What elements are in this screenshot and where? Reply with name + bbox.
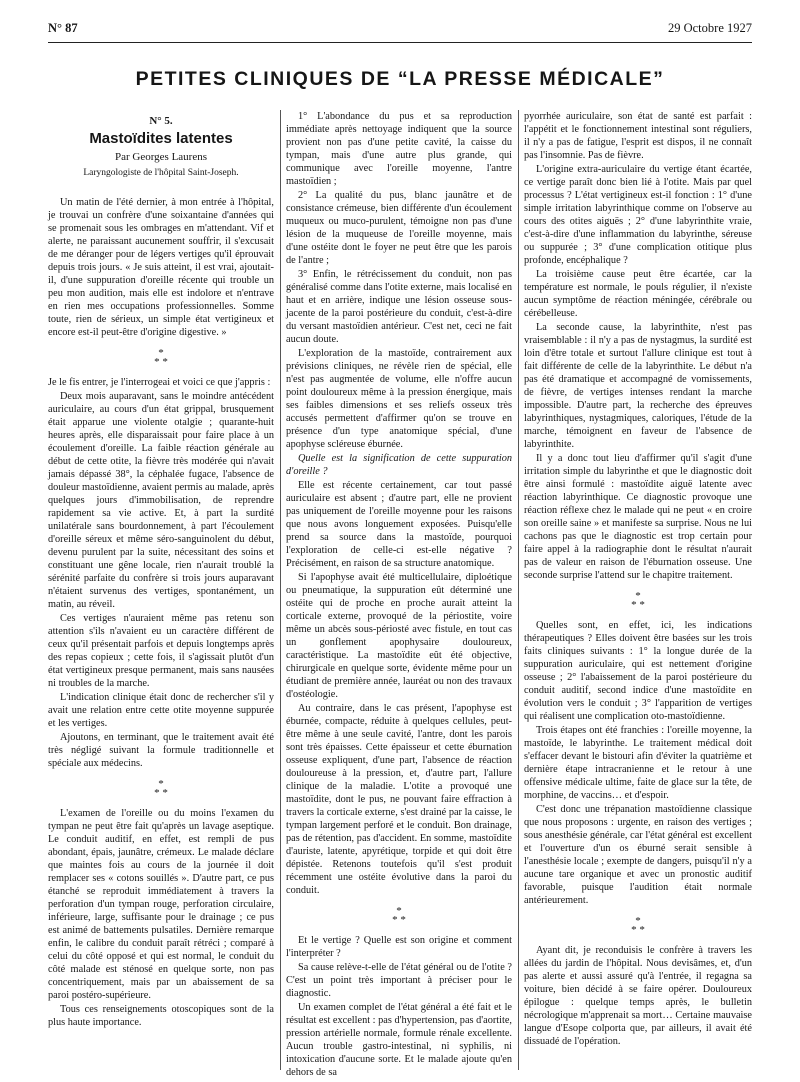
column-3 [524, 110, 752, 1049]
section-separator: * * * [631, 915, 645, 936]
paragraph: Ayant dit, je reconduisis le confrère à travers les allées du jardin de l'hôpital. Nous devisâmes, et, d'un pas alerte et aussi assuré qu'à l'entrée, il regagna sa voiture, bien décidé à se faire opérer. Douloureux épilogue : quelque temps après, le bulletin nécrologique m'apprenait sa mort… Certaine mauvaise langue d'Esope colporta que, par ailleurs, il avait été dissuadé de l'opération. [524, 945, 752, 1047]
article-number: N° 5. [149, 115, 173, 127]
column-2 [286, 110, 512, 1080]
paragraph: Quelles sont, en effet, ici, les indications thérapeutiques ? Elles doivent être basées sur les trois faits cliniques suivants : 1° la longue durée de la suppuration auriculaire, qui est nettement d'origine osseuse ; 2° l'abaissement de la paroi postérieure du conduit auditif, second indice d'une mastoïdite en évolution vers le conduit ; 3° l'apparition de vertiges qui réalisent une complication oto-mastoïdienne. [524, 620, 752, 722]
paragraph: Quelle est la signification de cette suppuration d'oreille ? [286, 453, 512, 477]
paragraph: Elle est récente certainement, car tout passé auriculaire est absent ; d'autre part, elle ne provient pas uniquement de l'oreille moyenne pour les raisons que nous avons longuement exposées. Puisqu'elle prend sa source dans la mastoïde, pourquoi l'exploration de celle-ci est-elle négative ? Précisément, en raison de sa structure anatomique. [286, 480, 512, 569]
paragraph: Ajoutons, en terminant, que le traitement avait été très négligé suivant la formule traditionnelle et spéciale aux médecins. [48, 732, 274, 769]
paragraph: Sa cause relève-t-elle de l'état général ou de l'otite ? C'est un point très important à préciser pour le diagnostic. [286, 962, 512, 999]
section-separator: * * * [631, 590, 645, 611]
paragraph: C'est donc une trépanation mastoïdienne classique que nous proposons : urgente, en raison des vertiges ; sous anesthésie générale, car l'état général est excellent et l'ouverture d'un os éburné serait sensible à l'anesthésie locale ; exempte de dangers, puisqu'il n'y a aucune tare organique et avec un pronostic auditif favorable, puisque l'audition était normale antérieurement. [524, 804, 752, 906]
column-divider [518, 110, 519, 1070]
paragraph: La seconde cause, la labyrinthite, n'est pas vraisemblable : il n'y a pas de nystagmus, la surdité est loin d'être totale et surtout l'allure clinique est tout à fait différente de celle de la labyrinthite. Le début n'a pas été dramatique et accompagné de vomissements, de fièvre, de vertiges intenses rendant la marche impossible. D'autre part, la recherche des épreuves labyrinthiques, nystagmiques, caloriques, l'étude de la marche, témoignent en faveur de l'absence de labyrinthite. [524, 322, 752, 450]
paragraph: Ces vertiges n'auraient même pas retenu son attention s'ils n'avaient eu un caractère différent de ceux qu'il présentait parfois et depuis longtemps après des repas copieux ; cette fois, il s'agissait plutôt d'un état vertigineux presque permanent, mais sans nausées ni troubles de la marche. [48, 613, 274, 689]
page-header [48, 17, 752, 39]
section-separator: * * * [154, 347, 168, 368]
issue-number: N° 87 [48, 21, 78, 35]
paragraph: L'examen de l'oreille ou du moins l'examen du tympan ne peut être fait qu'après un lavage aseptique. Le conduit auditif, en effet, est rempli de pus abondant, épais, jaunâtre, crémeux. Le malade déclare que maintes fois au cours de la journée il doit remplacer ses « cotons souillés ». D'autre part, ce pus étanché se reproduit immédiatement à travers la perforation d'un tympan rouge, perforation circulaire, inférieure, large, suffisante pour le drainage ; ce pus est animé de battements pulsatiles. Dernière remarque enfin, le calibre du conduit paraît rétréci ; comparé à celui du côté opposé et qui est normal, le conduit du côté malade est sténosé en quelque sorte, non pas concentriquement, mais par un abaissement de sa paroi postéro-supérieure. [48, 808, 274, 1001]
paragraph: Un matin de l'été dernier, à mon entrée à l'hôpital, je trouvai un confrère d'une soixantaine d'années qui se promenait sous les ombrages en m'attendant. Vif et alerte, ne paraissant aucunement souffrir, il s'excusait de me déranger pour de légers vertiges qu'il éprouvait depuis trois jours. « Je suis atteint, il est vrai, ajoutait-il, d'une suppuration d'oreille récente qui trouble un peu mon audition, mais elle est indolore et n'entrave en rien mes occupations professionnelles. Somme toute, rien de sérieux, un simple état vertigineux et encore est-il peut-être d'origine digestive. » [48, 197, 274, 338]
paragraph: 3° Enfin, le rétrécissement du conduit, non pas généralisé comme dans l'otite externe, mais localisé en haut et en arrière, indique une lésion osseuse sous-jacente de la paroi postérieure du conduit, c'est-à-dire du versant mastoïdien antérieur. C'est net, ceci ne fait aucun doute. [286, 269, 512, 345]
paragraph: Au contraire, dans le cas présent, l'apophyse est éburnée, compacte, réduite à quelques cellules, peut-être même à une seule cavité, l'antre, dont les parois sont très épaisses. Cette épaisseur et cette éburnation osseuse expliquent, d'une part, l'absence de réaction douloureuse à la pression, et, d'autre part, l'allure clinique de la maladie. L'otite a provoqué une mastoïdite, dont le pus, ne pouvant faire effraction à travers la corticale externe, s'est drainé par la caisse, le tympan largement perforé et le conduit. Bon drainage, pas de rétention, pas d'accident. En somme, mastoïdite d'auriste, latente, apyrétique, torpide et qui doit être dépistée. Retenons toutefois qu'il s'est produit récemment une ostéite évolutive dans la paroi du conduit. [286, 703, 512, 896]
header-rule [48, 42, 752, 43]
article-author: Par Georges Laurens [114, 151, 208, 163]
paragraph: Et le vertige ? Quelle est son origine et comment l'interpréter ? [286, 935, 512, 959]
paragraph: La troisième cause peut être écartée, car la température est normale, le pouls régulier, il n'existe aucun symptôme de réaction méningée, cérébrale ou cérébelleuse. [524, 269, 752, 319]
issue-date: 29 Octobre 1927 [667, 21, 752, 35]
paragraph: Trois étapes ont été franchies : l'oreille moyenne, la mastoïde, le labyrinthe. Le traitement médical doit s'effacer devant le bistouri afin d'éviter la quatrième et dernière étape intracranienne et le retour à une offensive médicale ultime, faite de glace sur la tête, de morphine, de vaccins… et d'espoir. [524, 725, 752, 801]
page-title: PETITES CLINIQUES DE “LA PRESSE MÉDICALE” [135, 68, 665, 90]
paragraph: Un examen complet de l'état général a été fait et le résultat est excellent : pas d'hypertension, pas d'aortite, pression artérielle normale, formule rénale excellente. Aucun trouble gastro-intestinal, ni syphilis, ni intoxication d'aucune sorte. Et le malade ajoute qu'en dehors de sa [286, 1002, 512, 1078]
paragraph: Il y a donc tout lieu d'affirmer qu'il s'agit d'une irritation simple du labyrinthe et que le diagnostic doit être ainsi formulé : mastoïdite aiguë latente avec réaction labyrinthique. Ce diagnostic provoque une réaction réflexe chez le malade qui ne peut « en croire son oreille saine » et manifeste sa surprise. Nous ne lui cachons pas que le diagnostic est trop certain pour faire appel à la radiographie dont le résultat n'aurait pas de valeur en raison de l'éburnation osseuse. Une seconde surprise l'attend sur le chapitre traitement. [524, 453, 752, 581]
paragraph: Je le fis entrer, je l'interrogeai et voici ce que j'appris : [48, 377, 271, 388]
paragraph: Tous ces renseignements otoscopiques sont de la plus haute importance. [48, 1004, 274, 1028]
article-heading: Mastoïdites latentes [89, 130, 233, 147]
paragraph: Deux mois auparavant, sans le moindre antécédent auriculaire, au cours d'un état grippal, brusquement était apparue une violente otalgie ; quarante-huit heures après, elle disparaissait pour faire place à un écoulement d'oreille. La faible réaction générale au début de cette otite, la fièvre très modérée qui n'avait jamais dépassé 38°, la céphalée fugace, l'absence de douleur mastoïdienne, avaient permis au malade, après quelques jours d'immobilisation, de reprendre rapidement sa vie active. Et, à part la surdité unilatérale sans bourdonnement, à part l'écoulement d'oreille séreux et même séro-sanguinolent du début, devenu purulent par la suite, nécessitant des soins et constituant une gêne locale, rien n'aurait troublé la sérénité parfaite du confrère si trois jours auparavant n'étaient survenus des vertiges, spontanément, un matin, au réveil. [48, 391, 274, 610]
paragraph: 1° L'abondance du pus et sa reproduction immédiate après nettoyage indiquent que la source provient non pas d'une petite cavité, la caisse du tympan, mais d'une autre plus grande, qui communique avec l'oreille moyenne, l'antre mastoïdien ; [286, 111, 512, 187]
section-separator: * * * [392, 905, 406, 926]
paragraph: Si l'apophyse avait été multicellulaire, diploétique ou pneumatique, la suppuration eût déterminé une ostéite qui de proche en proche aurait atteint la corticale externe, provoqué de la périostite, voire même un abcès sous-périosté avec fistule, en tout cas un gonflement apophysaire douloureux, caractéristique. La mastoïdite eût été objective, chirurgicale en quelque sorte, évidente même pour un étudiant de première année, lauréat ou non des travaux d'ostéologie. [286, 572, 512, 700]
paragraph: L'indication clinique était donc de rechercher s'il y avait une relation entre cette otite moyenne suppurée et les vertiges. [48, 692, 274, 729]
paragraph: 2° La qualité du pus, blanc jaunâtre et de consistance crémeuse, bien différente d'un écoulement muqueux ou muco-purulent, témoigne non pas d'une lésion de la muqueuse de l'oreille moyenne, mais d'une ostéite dont le foyer ne peut être que les parois de l'antre ; [286, 190, 512, 266]
paragraph: L'origine extra-auriculaire du vertige étant écartée, ce vertige paraît donc bien lié à l'otite. Mais par quel processus ? L'état vertigineux est-il fonction : 1° d'une simple irritation labyrinthique comme on l'observe au cours des otites aiguës ; 2° d'une labyrinthite vraie, c'est-à-dire d'une inflammation du labyrinthe, séreuse ou suppurée ; 3° d'une complication otitique plus profonde, encéphalique ? [524, 164, 752, 266]
column-1 [48, 110, 274, 1030]
column-divider [280, 110, 281, 1070]
paragraph: pyorrhée auriculaire, son état de santé est parfait : l'appétit et le fonctionnement intestinal sont réguliers, il n'y a pas de fatigue, l'esprit est dispos, il ne connaît pas l'insomnie. Pas de fièvre. [524, 111, 752, 161]
paragraph: L'exploration de la mastoïde, contrairement aux prévisions cliniques, ne révèle rien de spécial, elle n'est pas augmentée de volume, elle n'offre aucun point douloureux même à la pression énergique, mais ses faibles dimensions et ses reliefs osseux très accusés permettent d'affirmer qu'on se trouve en présence d'un type anatomique spécial, d'une apophyse scléreuse éburnée. [286, 348, 512, 450]
section-separator: * * * [154, 778, 168, 799]
article-affiliation: Laryngologiste de l'hôpital Saint-Joseph. [83, 168, 239, 178]
